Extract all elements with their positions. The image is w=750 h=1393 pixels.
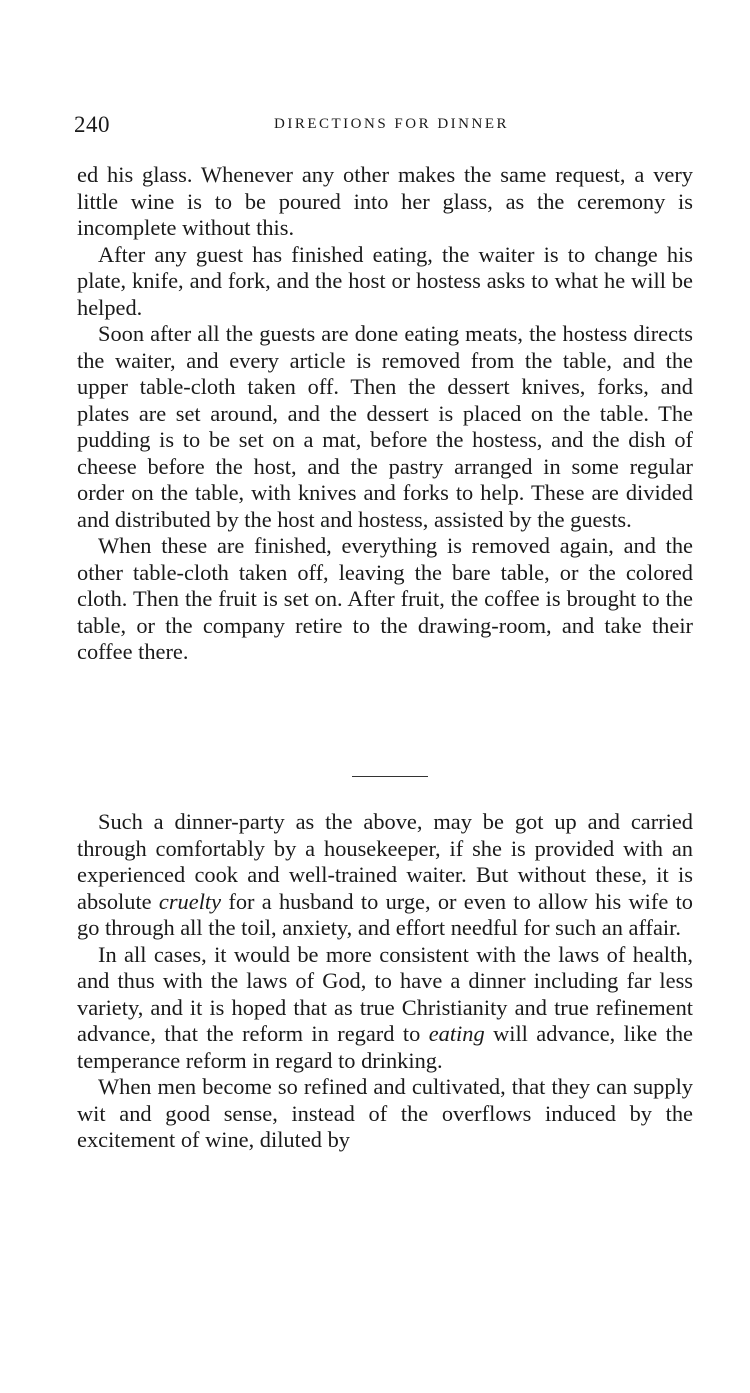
paragraph-change-plate: After any guest has finished eating, the waiter is to change his plate, knife, and fork, and the host or hostess asks to what he will be helped. bbox=[77, 241, 693, 320]
reflections-section bbox=[77, 809, 693, 1154]
paragraph-laws-of-health bbox=[77, 942, 693, 1075]
paragraph-fruit-coffee: When these are finished, everything is removed again, and the other table-cloth taken off, leaving the bare table, or the colored cloth. Then the fruit is set on. After fruit, the coffee is brought to the table, or the company retire to the drawing-room, and take their coffee there. bbox=[77, 533, 693, 664]
paragraph-glass-ceremony: ed his glass. Whenever any other makes the same request, a very little wine is to be poured into her glass, as the ceremony is incomplete without this. bbox=[77, 162, 693, 240]
emphasis-eating: eating bbox=[428, 1021, 485, 1046]
dinner-serving-section bbox=[77, 162, 693, 666]
page-header bbox=[74, 112, 694, 142]
emphasis-cruelty: cruelty bbox=[158, 888, 222, 914]
page-number: 240 bbox=[74, 112, 110, 137]
paragraph-dinner-party-text-a: Such a dinner-party as the above, may be got up and carried through comfortably by a housekeeper, if she is provided with an experienced cook and well-trained waiter. But without these, it is absolute bbox=[77, 809, 693, 914]
paragraph-laws-of-health-text-b: will advance, like the temperance reform in regard to drinking. bbox=[77, 1021, 693, 1073]
paragraph-laws-of-health-text-a: In all cases, it would be more consistent with the laws of health, and thus with the laws of God, to have a dinner including far less variety, and it is hoped that as true Christianity and true refinement advance, that the reform in regard to bbox=[77, 941, 693, 1046]
paragraph-dessert: Soon after all the guests are done eating meats, the hostess directs the waiter, and every article is removed from the table, and the upper table-cloth taken off. Then the dessert knives, forks, and plates are set around, and the dessert is placed on the table. The pudding is to be set on a mat, before the hostess, and the dish of cheese before the host, and the pastry arranged in some regular order on the table, with knives and forks to help. These are divided and distributed by the host and hostess, assisted by the guests. bbox=[77, 321, 693, 532]
paragraph-refined-men: When men become so refined and cultivated, that they can supply wit and good sense, instead of the overflows induced by the excitement of wine, diluted by bbox=[77, 1074, 693, 1152]
paragraph-dinner-party bbox=[77, 809, 693, 942]
section-divider bbox=[352, 776, 428, 777]
paragraph-dinner-party-text-b: for a husband to urge, or even to allow his wife to go through all the toil, anxiety, and effort needful for such an affair. bbox=[77, 888, 693, 940]
running-head: DIRECTIONS FOR DINNER bbox=[274, 116, 510, 132]
